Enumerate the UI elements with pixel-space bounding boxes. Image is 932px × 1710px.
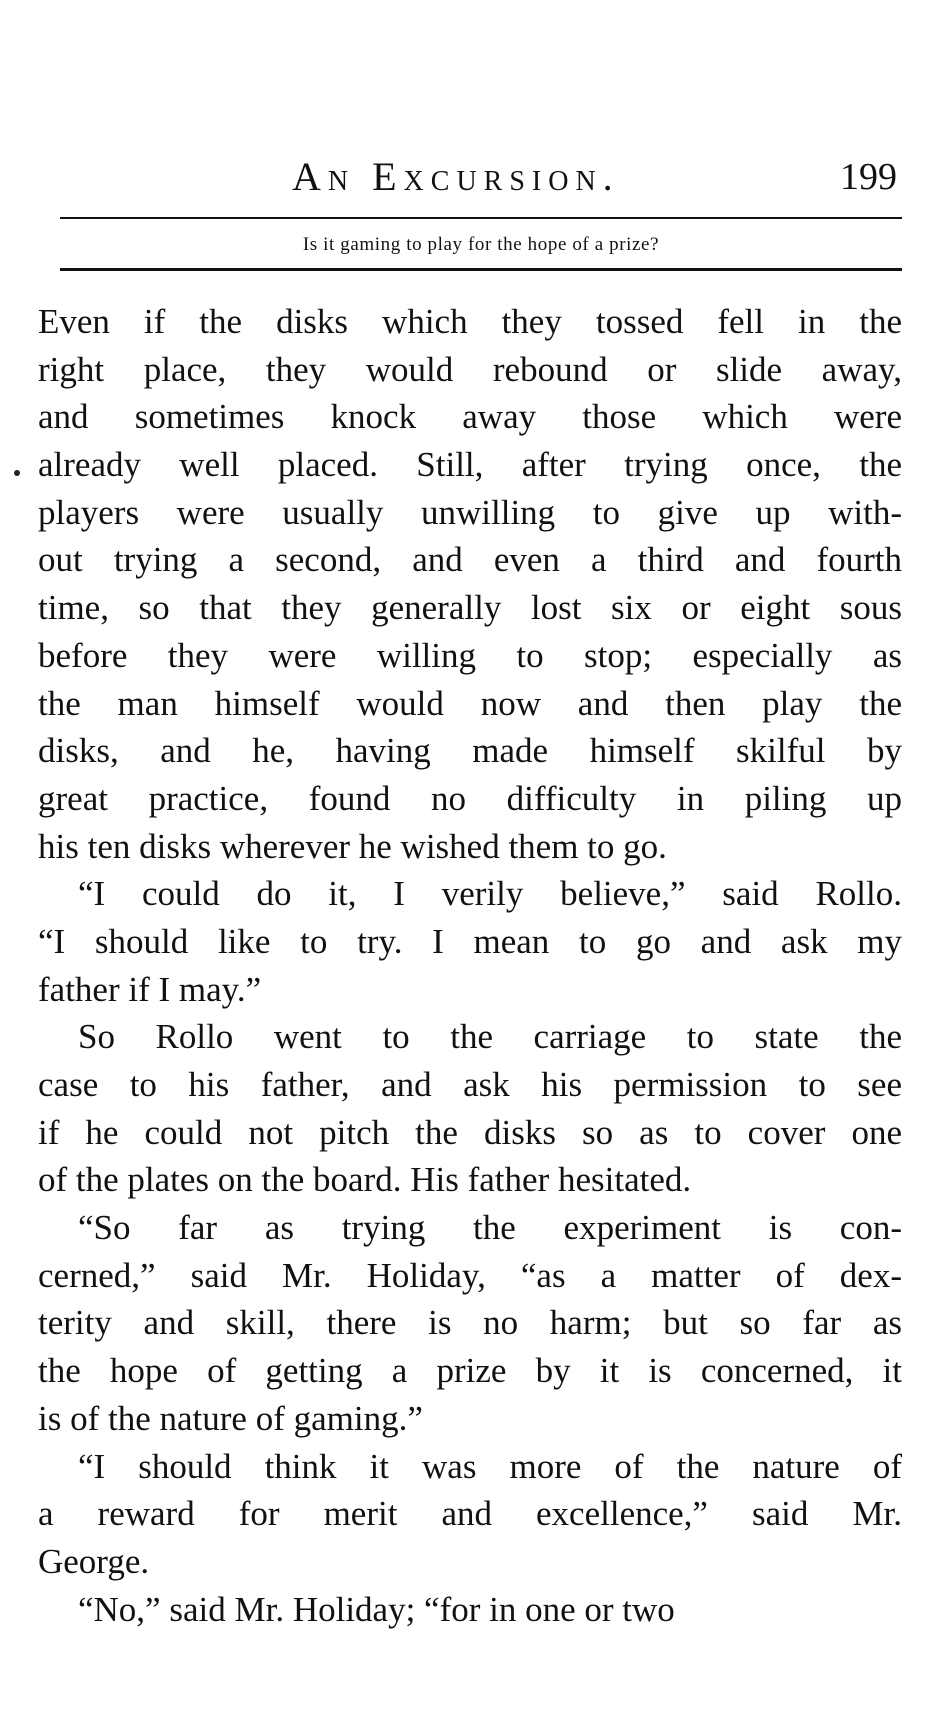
text-line: before they were willing to stop; especially as xyxy=(38,635,902,675)
text-line: the man himself would now and then play the xyxy=(38,683,902,723)
text-line: great practice, found no difficulty in piling up xyxy=(38,778,902,818)
running-head xyxy=(0,152,932,202)
text-line: “I should like to try. I mean to go and ask my xyxy=(38,921,902,961)
text-line: “So far as trying the experiment is con- xyxy=(78,1208,902,1248)
text-line: So Rollo went to the carriage to state the xyxy=(78,1017,902,1057)
text-line: his ten disks wherever he wished them to go. xyxy=(38,826,667,866)
page-sidenote: Is it gaming to play for the hope of a prize? xyxy=(302,234,660,255)
text-line: father if I may.” xyxy=(38,969,262,1009)
text-line: terity and skill, there is no harm; but so far as xyxy=(38,1303,902,1343)
text-line: time, so that they generally lost six or eight sous xyxy=(38,588,902,628)
stray-ink-mark xyxy=(14,470,20,476)
text-line: is of the nature of gaming.” xyxy=(38,1398,423,1438)
text-line: “I should think it was more of the nature of xyxy=(78,1446,902,1486)
text-line: out trying a second, and even a third and fourth xyxy=(38,540,902,580)
text-line: cerned,” said Mr. Holiday, “as a matter of dex- xyxy=(38,1255,902,1295)
header-rule-top xyxy=(60,217,902,219)
body-text xyxy=(38,298,902,1633)
text-line: if he could not pitch the disks so as to cover one xyxy=(38,1112,902,1152)
text-line: “No,” said Mr. Holiday; “for in one or two xyxy=(78,1589,675,1629)
page-number: 199 xyxy=(840,156,897,198)
text-line: players were usually unwilling to give up with- xyxy=(38,492,902,532)
text-line: Even if the disks which they tossed fell in the xyxy=(38,302,902,341)
text-line: disks, and he, having made himself skilful by xyxy=(38,731,902,771)
text-line: right place, they would rebound or slide away, xyxy=(38,349,902,389)
text-line: and sometimes knock away those which were xyxy=(38,397,902,437)
text-line: of the plates on the board. His father hesitated. xyxy=(38,1160,692,1200)
text-line: the hope of getting a prize by it is concerned, it xyxy=(38,1351,902,1391)
chapter-title: An Excursion. xyxy=(292,154,620,199)
text-line: a reward for merit and excellence,” said Mr. xyxy=(38,1494,902,1534)
header-rule-bottom xyxy=(60,268,902,271)
text-line: case to his father, and ask his permission to see xyxy=(38,1065,902,1104)
text-line: George. xyxy=(38,1541,150,1581)
text-line: already well placed. Still, after trying once, the xyxy=(38,445,902,485)
text-line: “I could do it, I verily believe,” said Rollo. xyxy=(78,874,902,914)
